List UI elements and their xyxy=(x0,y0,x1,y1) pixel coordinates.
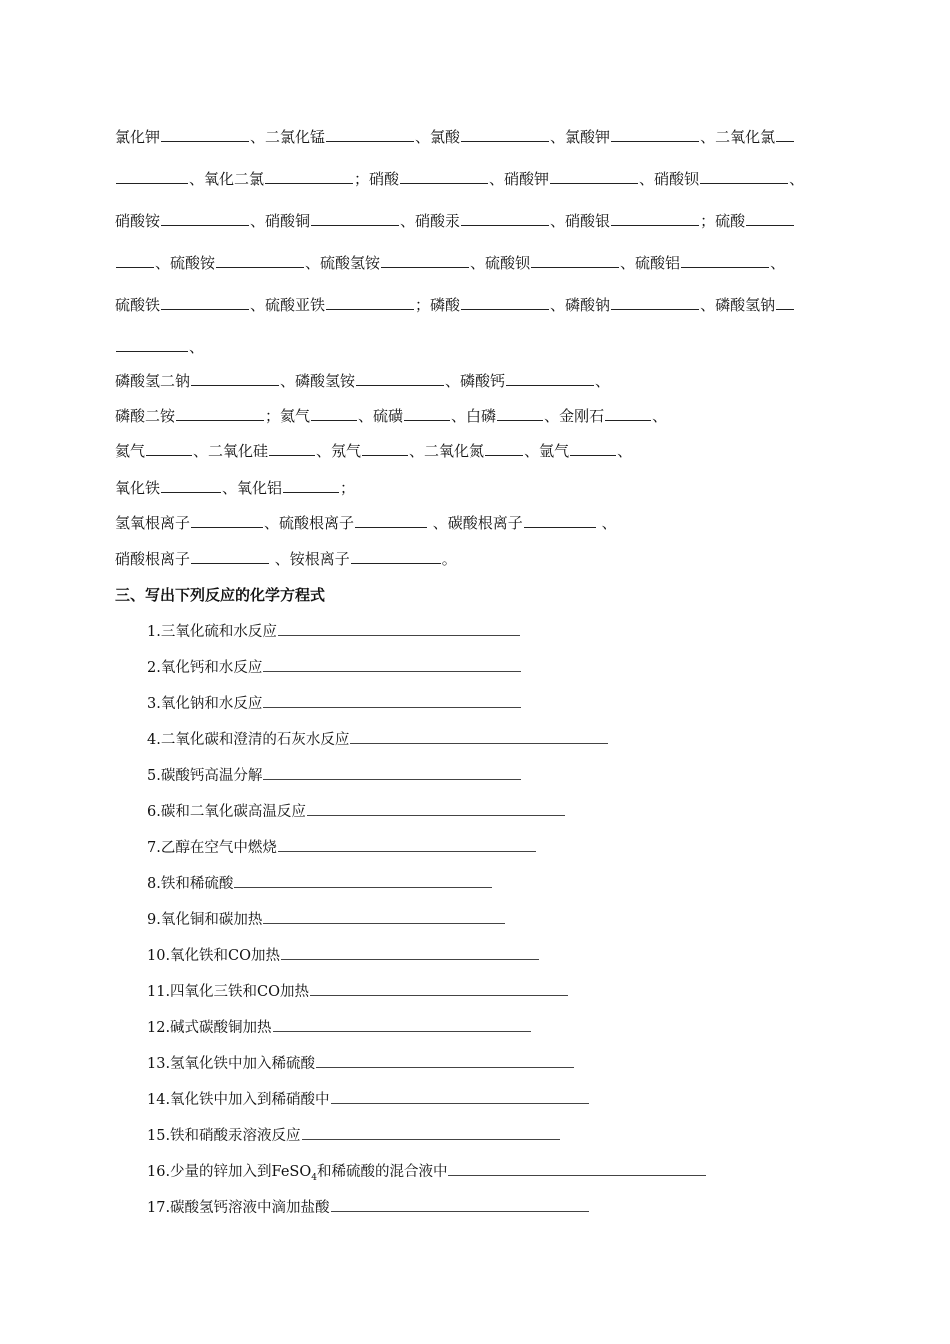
item-label: 、氧化二氯 xyxy=(189,170,265,188)
answer-blank[interactable] xyxy=(191,512,263,528)
equation-label: 9.氧化铜和碳加热 xyxy=(147,912,263,928)
item-label: 、硝酸银 xyxy=(550,212,611,230)
answer-blank[interactable] xyxy=(381,252,469,268)
item-label: 、硫酸亚铁 xyxy=(250,296,326,314)
item-label: 、硫磺 xyxy=(358,407,404,425)
item-label: 氧化铁 xyxy=(115,479,161,497)
fill-line xyxy=(115,477,355,498)
item-label: 、氖气 xyxy=(316,442,362,460)
item-label: 、二氧化氮 xyxy=(409,442,485,460)
answer-blank[interactable] xyxy=(611,210,699,226)
item-label: 、 xyxy=(596,514,617,532)
equation-answer-blank[interactable] xyxy=(281,945,539,960)
equation-answer-blank[interactable] xyxy=(234,873,492,888)
answer-blank[interactable] xyxy=(776,294,794,310)
item-label: 硫酸铁 xyxy=(115,296,161,314)
fill-line xyxy=(115,370,610,391)
answer-blank[interactable] xyxy=(161,294,249,310)
equation-answer-blank[interactable] xyxy=(331,1197,589,1212)
item-label: 、硝酸钾 xyxy=(489,170,550,188)
equation-answer-blank[interactable] xyxy=(316,1053,574,1068)
answer-blank[interactable] xyxy=(116,336,188,352)
item-label: 、二氯化锰 xyxy=(250,128,326,146)
answer-blank[interactable] xyxy=(146,440,192,456)
answer-blank[interactable] xyxy=(611,294,699,310)
equation-label-cont: 和稀硫酸的混合液中 xyxy=(316,1164,448,1180)
fill-line xyxy=(115,548,457,569)
answer-blank[interactable] xyxy=(776,126,794,142)
answer-blank[interactable] xyxy=(265,168,353,184)
answer-blank[interactable] xyxy=(191,370,279,386)
item-label: 、金刚石 xyxy=(544,407,605,425)
item-label: 、氩气 xyxy=(524,442,570,460)
equation-label: 3.氧化钠和水反应 xyxy=(147,696,263,712)
fill-line xyxy=(115,126,795,147)
answer-blank[interactable] xyxy=(311,210,399,226)
answer-blank[interactable] xyxy=(506,370,594,386)
equation-answer-blank[interactable] xyxy=(307,801,565,816)
fill-line xyxy=(115,252,785,273)
equation-item xyxy=(147,837,537,858)
item-label: 、氯酸 xyxy=(415,128,461,146)
equation-item xyxy=(147,765,522,786)
equation-item xyxy=(147,1125,561,1146)
item-label: 氯化钾 xyxy=(115,128,161,146)
item-label: 、 xyxy=(189,338,205,356)
answer-blank[interactable] xyxy=(326,294,414,310)
equation-label: 14.氧化铁中加入到稀硝酸中 xyxy=(147,1092,330,1108)
equation-answer-blank[interactable] xyxy=(263,693,521,708)
equation-label: 12.碱式碳酸铜加热 xyxy=(147,1020,272,1036)
answer-blank[interactable] xyxy=(497,405,543,421)
item-label: 、硫酸氢铵 xyxy=(305,254,381,272)
equation-label: 17.碳酸氢钙溶液中滴加盐酸 xyxy=(147,1200,330,1216)
equation-label: 11.四氧化三铁和CO加热 xyxy=(147,984,310,1000)
answer-blank[interactable] xyxy=(161,210,249,226)
item-label: 、铵根离子 xyxy=(270,550,350,568)
answer-blank[interactable] xyxy=(550,168,638,184)
answer-blank[interactable] xyxy=(283,477,339,493)
item-label: 、硫酸根离子 xyxy=(264,514,355,532)
answer-blank[interactable] xyxy=(161,126,249,142)
equation-answer-blank[interactable] xyxy=(310,981,568,996)
equation-item xyxy=(147,981,569,1002)
answer-blank[interactable] xyxy=(746,210,794,226)
equation-label: 16.少量的锌加入到FeSO xyxy=(147,1164,312,1180)
answer-blank[interactable] xyxy=(611,126,699,142)
equation-label: 8.铁和稀硫酸 xyxy=(147,876,234,892)
item-label: ；磷酸 xyxy=(415,296,461,314)
equation-item xyxy=(147,1089,590,1110)
item-label: 、碳酸根离子 xyxy=(428,514,523,532)
item-label: 、二氧化硅 xyxy=(193,442,269,460)
equation-item xyxy=(147,945,540,966)
item-label: 、 xyxy=(770,254,786,272)
equation-item xyxy=(147,621,521,642)
fill-line xyxy=(115,336,204,357)
item-label: 、氧化铝 xyxy=(222,479,283,497)
answer-blank[interactable] xyxy=(356,370,444,386)
item-label: 、磷酸氢钠 xyxy=(700,296,776,314)
item-label: 硝酸铵 xyxy=(115,212,161,230)
fill-line xyxy=(115,440,632,461)
item-label: 、 xyxy=(652,407,668,425)
answer-blank[interactable] xyxy=(531,252,619,268)
equation-answer-blank[interactable] xyxy=(263,909,505,924)
item-label: 、磷酸氢铵 xyxy=(280,372,356,390)
equation-answer-blank[interactable] xyxy=(448,1161,706,1176)
equation-item xyxy=(147,693,522,714)
equation-label: 10.氧化铁和CO加热 xyxy=(147,948,281,964)
equation-label: 4.二氧化碳和澄清的石灰水反应 xyxy=(147,732,350,748)
equation-item xyxy=(147,729,609,750)
equation-label: 7.乙醇在空气中燃烧 xyxy=(147,840,277,856)
equation-label: 6.碳和二氧化碳高温反应 xyxy=(147,804,306,820)
answer-blank[interactable] xyxy=(605,405,651,421)
item-label: 磷酸二铵 xyxy=(115,407,176,425)
item-label: 。 xyxy=(441,550,457,568)
item-label: 、二氧化氯 xyxy=(700,128,776,146)
item-label: ；硫酸 xyxy=(700,212,746,230)
equation-answer-blank[interactable] xyxy=(263,657,521,672)
answer-blank[interactable] xyxy=(351,548,441,564)
equation-item xyxy=(147,909,506,930)
item-label: 、 xyxy=(617,442,633,460)
item-label: 硝酸根离子 xyxy=(115,550,191,568)
equation-answer-blank[interactable] xyxy=(263,765,521,780)
item-label: 、硫酸铝 xyxy=(620,254,681,272)
item-label: 磷酸氢二钠 xyxy=(115,372,191,390)
item-label: 、硝酸铜 xyxy=(250,212,311,230)
equation-item xyxy=(147,1161,707,1188)
equation-answer-blank[interactable] xyxy=(278,621,520,636)
fill-line xyxy=(115,210,795,231)
answer-blank[interactable] xyxy=(176,405,264,421)
answer-blank[interactable] xyxy=(700,168,788,184)
answer-blank[interactable] xyxy=(116,168,188,184)
equation-answer-blank[interactable] xyxy=(273,1017,531,1032)
section-heading: 三、写出下列反应的化学方程式 xyxy=(115,586,326,604)
answer-blank[interactable] xyxy=(461,126,549,142)
answer-blank[interactable] xyxy=(311,405,357,421)
item-label: ；氦气 xyxy=(265,407,311,425)
item-label: ；硝酸 xyxy=(354,170,400,188)
item-label: 氦气 xyxy=(115,442,146,460)
answer-blank[interactable] xyxy=(404,405,450,421)
fill-line xyxy=(115,512,617,533)
equation-label: 5.碳酸钙高温分解 xyxy=(147,768,263,784)
answer-blank[interactable] xyxy=(326,126,414,142)
equation-label: 15.铁和硝酸汞溶液反应 xyxy=(147,1128,301,1144)
fill-line xyxy=(115,294,795,315)
item-label: 、磷酸钙 xyxy=(445,372,506,390)
answer-blank[interactable] xyxy=(524,512,596,528)
item-label: 、硝酸钡 xyxy=(639,170,700,188)
answer-blank[interactable] xyxy=(681,252,769,268)
equation-label: 2.氧化钙和水反应 xyxy=(147,660,263,676)
fill-line xyxy=(115,405,667,426)
answer-blank[interactable] xyxy=(461,210,549,226)
answer-blank[interactable] xyxy=(362,440,408,456)
equation-item xyxy=(147,801,566,822)
item-label: 、 xyxy=(595,372,611,390)
equation-label: 13.氢氧化铁中加入稀硫酸 xyxy=(147,1056,316,1072)
equation-answer-blank[interactable] xyxy=(331,1089,589,1104)
item-label: ； xyxy=(340,479,356,497)
answer-blank[interactable] xyxy=(191,548,269,564)
equation-answer-blank[interactable] xyxy=(302,1125,560,1140)
item-label: 、硫酸钡 xyxy=(470,254,531,272)
answer-blank[interactable] xyxy=(570,440,616,456)
item-label: 、硫酸铵 xyxy=(155,254,216,272)
item-label: 、白磷 xyxy=(451,407,497,425)
fill-line xyxy=(115,168,804,189)
item-label: 、硝酸汞 xyxy=(400,212,461,230)
equation-label: 1.三氧化硫和水反应 xyxy=(147,624,277,640)
answer-blank[interactable] xyxy=(485,440,523,456)
answer-blank[interactable] xyxy=(161,477,221,493)
item-label: 、氯酸钾 xyxy=(550,128,611,146)
answer-blank[interactable] xyxy=(461,294,549,310)
equation-item xyxy=(147,1053,575,1074)
equation-item xyxy=(147,1197,590,1218)
equation-item xyxy=(147,1017,532,1038)
equation-answer-blank[interactable] xyxy=(278,837,536,852)
equation-item xyxy=(147,657,522,678)
equation-item xyxy=(147,873,493,894)
item-label: 氢氧根离子 xyxy=(115,514,191,532)
equation-answer-blank[interactable] xyxy=(350,729,608,744)
subscript: 4 xyxy=(311,1172,317,1183)
answer-blank[interactable] xyxy=(400,168,488,184)
answer-blank[interactable] xyxy=(355,512,427,528)
answer-blank[interactable] xyxy=(269,440,315,456)
item-label: 、 xyxy=(789,170,805,188)
answer-blank[interactable] xyxy=(116,252,154,268)
answer-blank[interactable] xyxy=(216,252,304,268)
item-label: 、磷酸钠 xyxy=(550,296,611,314)
